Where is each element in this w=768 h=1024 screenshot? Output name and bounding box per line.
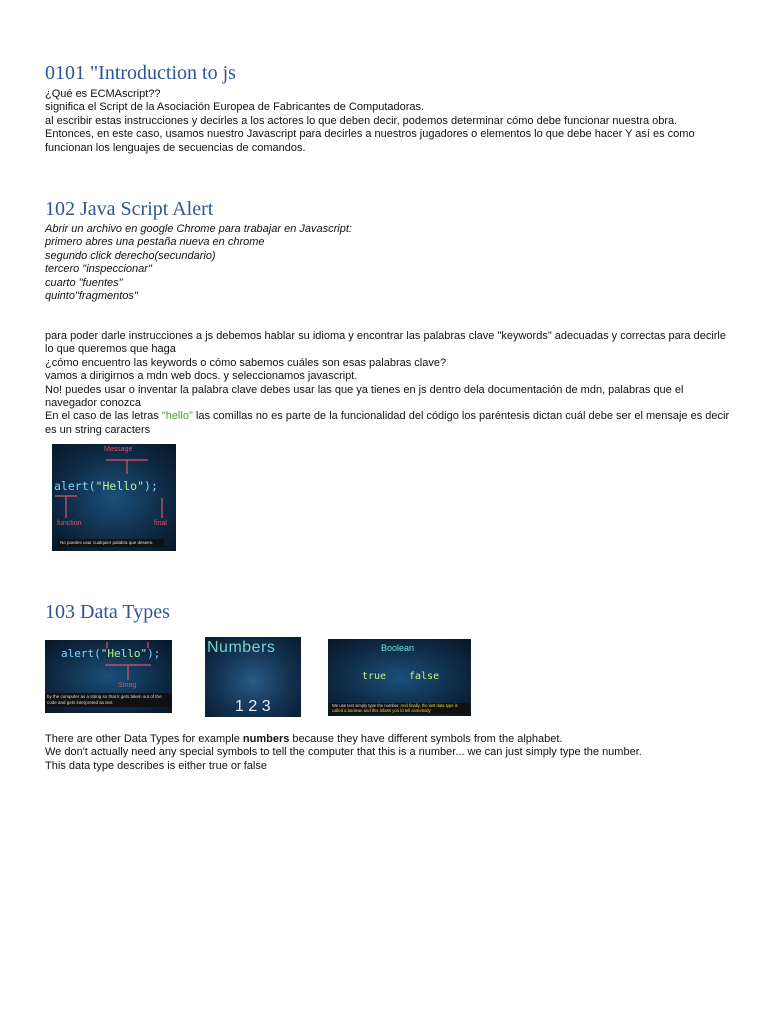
code-string: "Hello" — [95, 479, 145, 493]
final-label: final — [154, 520, 167, 527]
alert-caption: No puedes usar cualquier palabra que desees. — [58, 539, 164, 547]
alert-code — [54, 479, 158, 493]
section-title-intro: 0101 "Introduction to js — [45, 62, 236, 84]
intro-line: significa el Script de la Asociación Europea de Fabricantes de Computadoras. — [45, 101, 425, 114]
text-fragment: because they have different symbols from the alphabet. — [289, 733, 563, 745]
text-fragment: There are other Data Types for example — [45, 733, 243, 745]
code-fragment: alert( — [61, 647, 101, 660]
code-fragment: ); — [147, 647, 161, 660]
boolean-caption — [330, 703, 469, 714]
alert-text — [45, 330, 735, 437]
message-label: Message — [104, 446, 133, 453]
text-fragment: En el caso de las letras — [45, 410, 162, 423]
boolean-example-image — [328, 639, 471, 716]
steps-list — [45, 223, 735, 303]
code-string: "Hello" — [100, 647, 148, 660]
step-item: segundo click derecho(secundario) — [45, 249, 216, 262]
alert-paragraph — [45, 410, 735, 437]
data-types-line: We don't actually need any special symbols to tell the computer that this is a number... we can just simply type the number. — [45, 746, 642, 759]
string-code — [61, 647, 160, 660]
alert-paragraph: No! puedes usar o inventar la palabra clave debes usar las que ya tienes en js dentro dela documentación de mdn, palabras que el navegador conozca — [45, 383, 684, 410]
alert-paragraph: vamos a dirigirnos a mdn web docs. y seleccionamos javascript. — [45, 370, 358, 383]
section-title-alert: 102 Java Script Alert — [45, 198, 214, 220]
numbers-value: 1 2 3 — [235, 698, 271, 715]
section-title-data-types: 103 Data Types — [45, 601, 170, 623]
hello-highlight: "hello" — [161, 410, 193, 423]
boolean-title: Boolean — [381, 643, 415, 653]
step-item: primero abres una pestaña nueva en chrome — [45, 236, 265, 249]
string-example-image — [45, 640, 172, 713]
alert-paragraph: ¿cómo encuentro las keywords o cómo sabemos cuáles son esas palabras clave? — [45, 356, 447, 369]
numbers-title: Numbers — [207, 639, 276, 656]
code-fragment: ); — [144, 479, 158, 493]
code-fragment: alert( — [54, 479, 96, 493]
numbers-example-image — [205, 637, 301, 717]
false-label: false — [409, 671, 440, 682]
string-label: String — [118, 682, 137, 689]
intro-line: Entonces, en este caso, usamos nuestro Javascript para decirles a nuestros jugadores o elementos lo que debe hacer Y así es como funcionan los lenguajes de secuencias de comandos. — [45, 128, 695, 154]
function-label: function — [57, 520, 82, 527]
caption-fragment: We use text simply type the number. — [332, 703, 401, 708]
intro-line: al escribir estas instrucciones y decirles a los actores lo que deben decir, podemos determinar cómo debe funcionar nuestra obra. — [45, 114, 678, 127]
numbers-bold: numbers — [242, 733, 290, 745]
data-types-line — [45, 733, 735, 746]
text-fragment: las comillas no es parte de la funcionalidad del código los paréntesis dictan cuál debe ser el mensaje es decir es un string caracters — [45, 410, 730, 436]
intro-text — [45, 88, 735, 155]
string-caption: by the computer as a string so that it gets taken out of the code and gets interpreted as text — [45, 693, 172, 707]
alert-paragraph: para poder darle instrucciones a js debemos hablar su idioma y encontrar las palabras clave "keywords" adecuadas y correctas para decirle lo que queremos que haga — [45, 330, 726, 356]
step-item: quinto"fragmentos" — [45, 290, 138, 303]
data-types-line: This data type describes is either true or false — [45, 759, 267, 772]
step-item: tercero "inspeccionar" — [45, 263, 152, 276]
alert-syntax-image — [52, 444, 176, 551]
step-item: Abrir un archivo en google Chrome para trabajar en Javascript: — [45, 223, 352, 235]
caption-fragment: And finally, the last data type is called a boolean and this allows you to tell somebody — [332, 703, 458, 714]
true-label: true — [362, 671, 387, 682]
data-types-text — [45, 733, 735, 773]
intro-line: ¿Qué es ECMAscript?? — [45, 88, 161, 100]
step-item: cuarto "fuentes" — [45, 276, 123, 289]
alert-annotation-lines — [52, 444, 176, 551]
